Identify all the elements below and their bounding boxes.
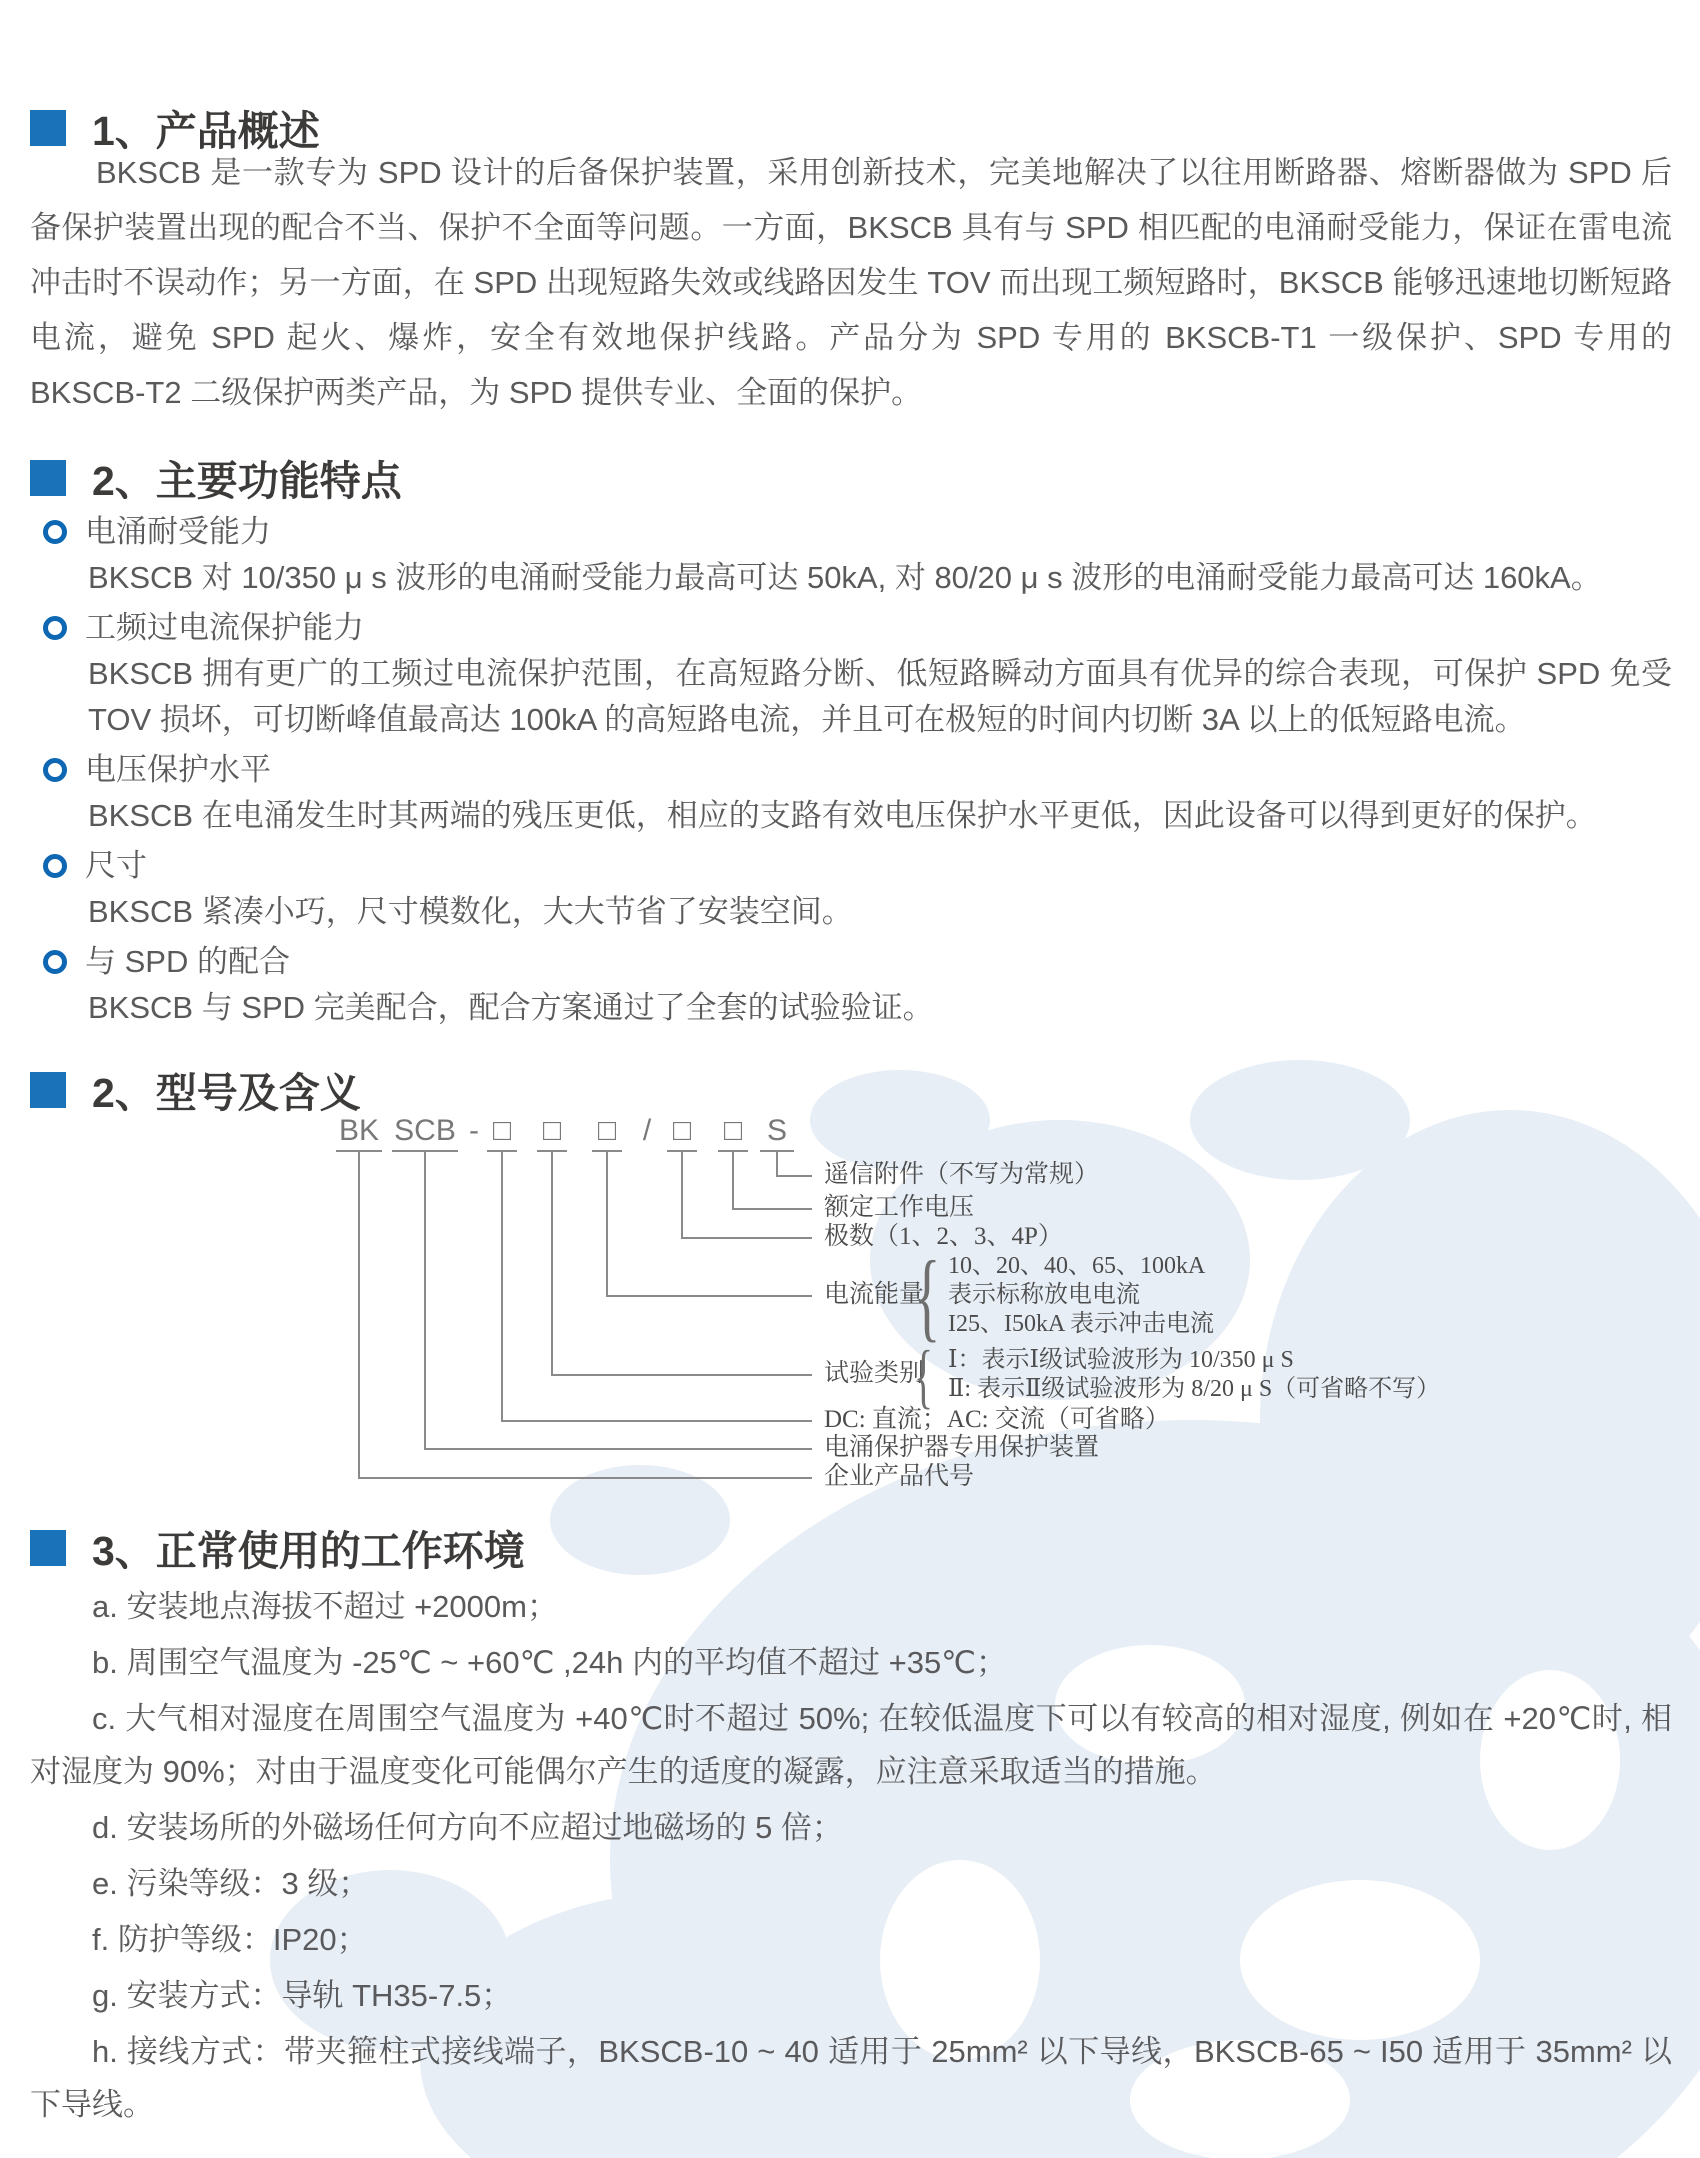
feature-label: 工频过电流保护能力 — [85, 610, 364, 645]
brace-icon: { — [914, 1240, 941, 1351]
section-overview-title: 1、产品概述 — [92, 108, 320, 154]
model-code-box-voltage: □ — [718, 1112, 748, 1152]
section-environment-header — [30, 1518, 525, 1577]
model-code-segment-bk: BK — [336, 1112, 382, 1152]
connector-line — [606, 1152, 608, 1297]
model-code-slash: / — [642, 1114, 652, 1147]
feature-item — [30, 843, 1672, 935]
environment-item: a. 安装地点海拔不超过 +2000m； — [92, 1589, 558, 1624]
feature-description: BKSCB 拥有更广的工频过电流保护范围，在高短路分断、低短路瞬动方面具有优异的综合表现，可保护 SPD 免受 TOV 损坏，可切断峰值最高达 100kA 的高短路电流，并且可在极短的时间内切断 3A 以上的低短路电流。 — [88, 656, 1672, 737]
feature-label-row — [30, 747, 1672, 793]
section-marker-square-icon — [30, 460, 66, 496]
model-label-current: 电流能量 — [824, 1281, 925, 1308]
environment-item: h. 接线方式：带夹箍柱式接线端子，BKSCB-10 ~ 40 适用于 25mm² 以下导线，BKSCB-65 ~ I50 适用于 35mm² 以下导线。 — [30, 2034, 1672, 2122]
brace-icon: { — [914, 1336, 934, 1416]
section-features-header — [30, 448, 402, 507]
model-current-option: I25、I50kA 表示冲击电流 — [948, 1311, 1214, 1337]
feature-item — [30, 747, 1672, 839]
model-code-diagram — [0, 1100, 1700, 1520]
connector-line — [606, 1295, 812, 1297]
feature-label: 与 SPD 的配合 — [85, 944, 290, 979]
feature-item — [30, 605, 1672, 743]
environment-item: g. 安装方式：导轨 TH35-7.5； — [92, 1978, 513, 2013]
connector-line — [358, 1152, 360, 1479]
connector-line — [681, 1152, 683, 1239]
environment-item: c. 大气相对湿度在周围空气温度为 +40℃时不超过 50%; 在较低温度下可以有较高的相对湿度, 例如在 +20℃时, 相对湿度为 90%；对由于温度变化可能偶尔产生的适度的凝露，应注意采取适当的措施。 — [30, 1701, 1672, 1789]
feature-description: BKSCB 在电涌发生时其两端的残压更低，相应的支路有效电压保护水平更低，因此设备可以得到更好的保护。 — [88, 798, 1597, 833]
section-environment-title: 3、正常使用的工作环境 — [92, 1528, 525, 1574]
model-code-box-test: □ — [537, 1112, 567, 1152]
connector-line — [551, 1152, 553, 1376]
feature-description: BKSCB 与 SPD 完美配合，配合方案通过了全套的试验验证。 — [88, 990, 934, 1025]
feature-description: BKSCB 紧凑小巧，尺寸模数化，大大节省了安装空间。 — [88, 894, 853, 929]
feature-label-row — [30, 843, 1672, 889]
connector-line — [732, 1208, 812, 1210]
section-features-title: 2、主要功能特点 — [92, 458, 402, 504]
model-code-box-dcac: □ — [487, 1112, 517, 1152]
model-label-spd: 电涌保护器专用保护装置 — [824, 1434, 1100, 1461]
feature-label: 尺寸 — [85, 848, 147, 883]
model-code-box-current: □ — [592, 1112, 622, 1152]
section-marker-square-icon — [30, 1530, 66, 1566]
feature-label: 电涌耐受能力 — [85, 514, 271, 549]
section-marker-square-icon — [30, 110, 66, 146]
feature-description: BKSCB 对 10/350 μ s 波形的电涌耐受能力最高可达 50kA, 对 80/20 μ s 波形的电涌耐受能力最高可达 160kA。 — [88, 560, 1602, 595]
connector-line — [681, 1237, 812, 1239]
circle-bullet-icon — [43, 854, 67, 878]
connector-line — [501, 1420, 812, 1422]
feature-label-row — [30, 509, 1672, 555]
feature-label: 电压保护水平 — [85, 752, 271, 787]
circle-bullet-icon — [43, 950, 67, 974]
model-current-option: 10、20、40、65、100kA — [948, 1253, 1206, 1279]
model-code-segment-scb: SCB — [392, 1112, 458, 1152]
model-code-box-poles: □ — [667, 1112, 697, 1152]
model-current-options — [948, 1252, 1214, 1339]
model-label-telecom: 遥信附件（不写为常规） — [824, 1161, 1100, 1188]
model-test-option: Ⅱ: 表示Ⅱ级试验波形为 8/20 μ S（可省略不写） — [948, 1376, 1441, 1402]
model-code-dash: - — [469, 1114, 479, 1147]
environment-item: d. 安装场所的外磁场任何方向不应超过地磁场的 5 倍； — [92, 1810, 843, 1845]
environment-item: e. 污染等级：3 级； — [92, 1866, 370, 1901]
environment-item: b. 周围空气温度为 -25℃ ~ +60℃ ,24h 内的平均值不超过 +35℃； — [92, 1645, 1007, 1680]
connector-line — [501, 1152, 503, 1422]
circle-bullet-icon — [43, 616, 67, 640]
model-label-voltage: 额定工作电压 — [824, 1194, 975, 1221]
circle-bullet-icon — [43, 520, 67, 544]
connector-line — [424, 1152, 426, 1450]
model-label-company: 企业产品代号 — [824, 1463, 975, 1490]
environment-item: f. 防护等级：IP20； — [92, 1922, 368, 1957]
model-current-option: 表示标称放电电流 — [948, 1282, 1140, 1308]
model-test-option: Ⅰ：表示Ⅰ级试验波形为 10/350 μ S — [948, 1347, 1294, 1373]
connector-line — [424, 1448, 812, 1450]
connector-line — [732, 1152, 734, 1210]
environment-list — [30, 1580, 1672, 2134]
model-code-segment-s: S — [760, 1112, 794, 1152]
model-label-poles: 极数（1、2、3、4P） — [824, 1223, 1063, 1250]
features-list — [30, 509, 1672, 1035]
circle-bullet-icon — [43, 758, 67, 782]
overview-paragraph: BKSCB 是一款专为 SPD 设计的后备保护装置，采用创新技术，完美地解决了以往用断路器、熔断器做为 SPD 后备保护装置出现的配合不当、保护不全面等问题。一方面，BKSCB 具有与 SPD 相匹配的电涌耐受能力，保证在雷电流冲击时不误动作；另一方面，在 SPD 出现短路失效或线路因发生 TOV 而出现工频短路时，BKSCB 能够迅速地切断短路电流，避免 SPD 起火、爆炸，安全有效地保护线路。产品分为 SPD 专用的 BKSCB-T1 一级保护、SPD 专用的 BKSCB-T2 二级保护两类产品，为 SPD 提供专业、全面的保护。 — [30, 155, 1672, 410]
feature-item — [30, 939, 1672, 1031]
feature-item — [30, 509, 1672, 601]
model-label-dcac: DC: 直流；AC: 交流（可省略） — [824, 1406, 1170, 1433]
connector-line — [776, 1152, 778, 1177]
section-model-title: 2、型号及含义 — [92, 1070, 361, 1116]
feature-label-row — [30, 605, 1672, 651]
model-label-test: 试验类别 — [824, 1360, 925, 1387]
model-test-options — [948, 1346, 1440, 1404]
connector-line — [551, 1374, 812, 1376]
connector-line — [358, 1477, 812, 1479]
feature-label-row — [30, 939, 1672, 985]
connector-line — [776, 1175, 812, 1177]
